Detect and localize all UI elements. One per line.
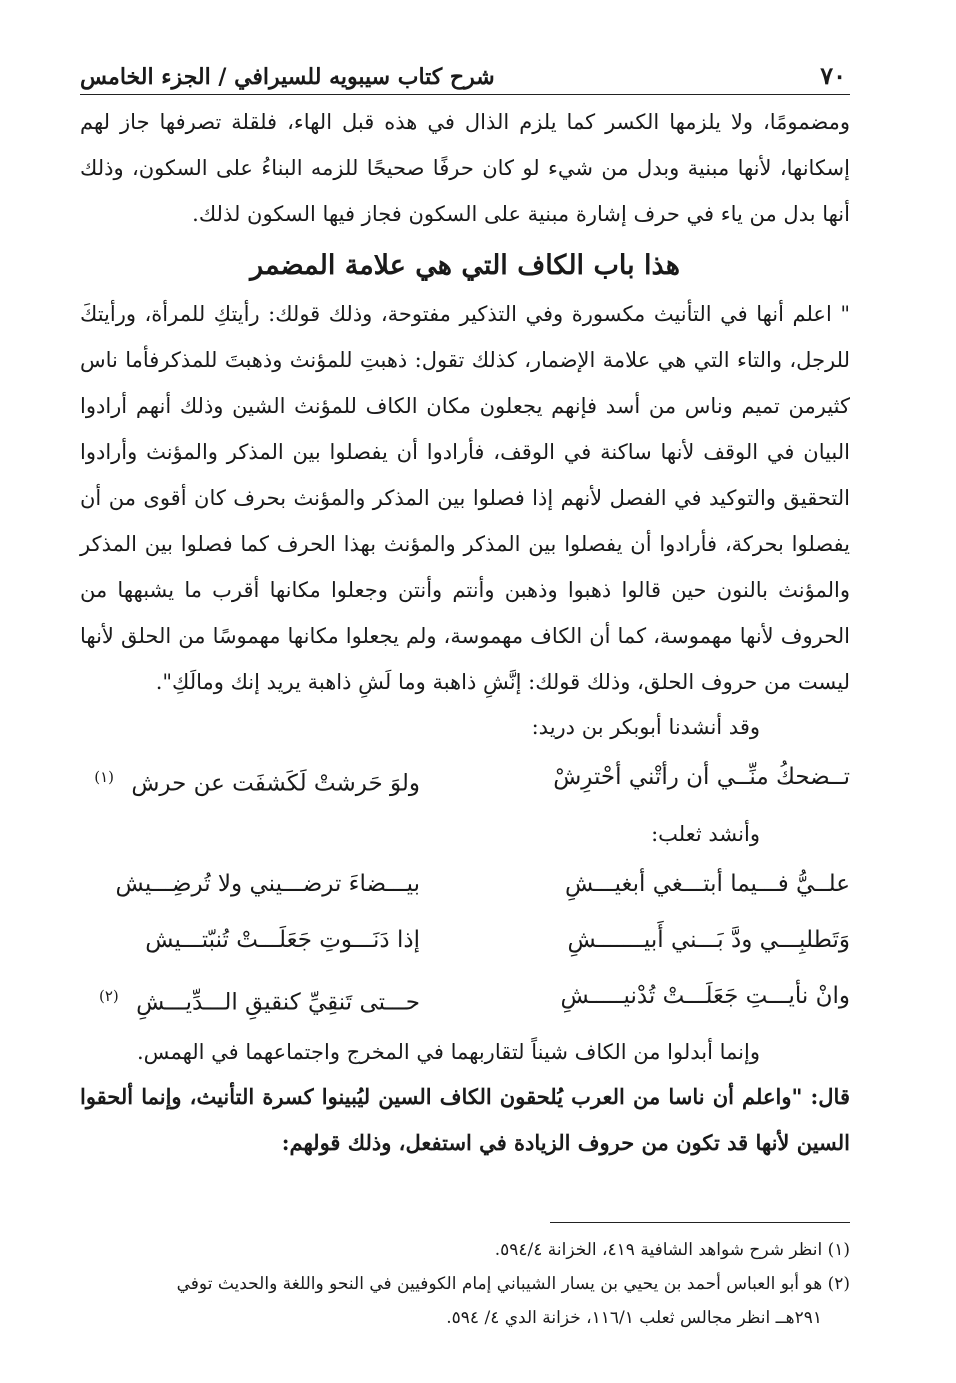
verse-second-hemistich: بيـــضاءَ ترضـــيني ولا تُرضِـــيش bbox=[115, 870, 420, 897]
verse-first-hemistich: وانْ نأيـــتِ جَعَلَـــتْ تُدْنيـــــشِ bbox=[560, 982, 850, 1009]
verse-second-hemistich bbox=[80, 749, 420, 812]
main-paragraph: " اعلم أنها في التأنيث مكسورة وفي التذكير مفتوحة، وذلك قولك: رأيتكِ للمرأة، ورأيتكَ للرجل، والتاء التي هي علامة الإضمار، كذلك تقول: ذهبتِ للمؤنث وذهبتَ للمذكرفأما ناس كثيرمن تميم وناس من أسد فإنهم يجعلون مكان الكاف للمؤنث الشين وذلك أنهم أرادوا البيان في الوقف لأنها ساكنة في الوقف، فأرادوا أن يفصلوا بين المذكر والمؤنث وأرادوا التحقيق والتوكيد في الفصل لأنهم إذا فصلوا بين المذكر والمؤنث بحرف كان أقوى من أن يفصلوا بحركة، فأرادوا أن يفصلوا بين المذكر والمؤنث بهذا الحرف كما فصلوا بين المذكر والمؤنث بالنون حين قالوا ذهبوا وذهبن وأنتم وأنتن وجعلوا مكانها أقرب ما يشبهها من الحروف لأنها مهموسة، كما أن الكاف مهموسة، ولم يجعلوا مكانها مهموسًا من الحلق لأنها ليست من حروف الحلق، وذلك قولك: إنَّشِ ذاهبة وما لَشِ ذاهبة يريد إنك ومالَكِ". bbox=[80, 302, 850, 694]
running-title: شرح كتاب سيبويه للسيرافي / الجزء الخامس bbox=[80, 64, 495, 90]
explanation-line: وإنما أبدلوا من الكاف شيناً لتقاربهما في المخرج واجتماعهما في الهمس. bbox=[137, 1040, 760, 1065]
verse-line bbox=[80, 912, 850, 968]
verse-second-hemistich: إذا دَنَـــوتِ جَعَلَـــتْ تُنبّتـــيش bbox=[145, 926, 420, 953]
verse-second-hemistich-text: ولوَ حَرشتْ لَكَشفَت عن حرش bbox=[131, 770, 420, 797]
footnote-2 bbox=[80, 1267, 850, 1335]
continuation-paragraph: ومضمومًا، ولا يلزمها الكسر كما يلزم الذال في هذه قبل الهاء، فلقلة تصرفها جاز لهم إسكانها، لأنها مبنية وبدل من شيء لو كان حرفًا صحيحًا للزمه البناءُ على السكون، وذلك أنها بدل من ياء في حرف إشارة مبنية على السكون فجاز فيها السكون لذلك. bbox=[80, 110, 850, 226]
verse-line bbox=[80, 856, 850, 912]
verse-first-hemistich: علــيُّ فـــيما أبتـــغي أبغيـــشِ bbox=[565, 870, 850, 897]
chapter-title: هذا باب الكاف التي هي علامة المضمر bbox=[250, 250, 680, 281]
footnote-text: (٢) هو أبو العباس أحمد بن يحيي بن يسار الشيباني إمام الكوفيين في النحو واللغة والحديث توفي bbox=[176, 1274, 850, 1295]
footnote-marker[interactable]: (١) bbox=[94, 768, 115, 786]
footnote-marker[interactable]: (٢) bbox=[99, 986, 119, 1005]
page-header bbox=[80, 50, 850, 95]
verse-first-hemistich: تــضحكُ منِّــي أن رأتْني أحْترِشْ bbox=[553, 764, 850, 790]
footnote-divider bbox=[550, 1222, 850, 1223]
verse-line bbox=[80, 749, 850, 812]
verse-second-hemistich-text: حـــتى تَنقِيِّ كنقيقِ الـــدِّيـــشِ bbox=[136, 989, 420, 1016]
footnote-text: (١) انظر شرح شواهد الشافية ٤١٩، الخزانة ٥٩٤/٤. bbox=[494, 1240, 850, 1261]
verse-first-hemistich: وَتَطلبِـــي ودَّ بَـــني أَبيـــــــشِ bbox=[567, 926, 850, 953]
verse-intro-ibn-durayd: وقد أنشدنا أبوبكر بن دريد: bbox=[531, 715, 760, 739]
quoted-paragraph: قال: "واعلم أن ناسا من العرب يُلحقون الكاف السين ليُبينوا كسرة التأنيث، وإنما ألحقوا السين لأنها قد تكون من حروف الزيادة في استفعل، وذلك قولهم: bbox=[80, 1084, 850, 1156]
page-number: ٧٠ bbox=[820, 61, 846, 90]
verse-intro-thalab: وأنشد ثعلب: bbox=[651, 821, 760, 846]
footnote-continuation: ٢٩١هــ انظر مجالس ثعلب ١١٦/١، خزانة الدي ٤/ ٥٩٤. bbox=[446, 1308, 822, 1329]
footnote-1 bbox=[80, 1233, 850, 1267]
verse-line bbox=[80, 968, 850, 1031]
verse-second-hemistich bbox=[80, 968, 420, 1031]
book-page bbox=[80, 50, 850, 1335]
